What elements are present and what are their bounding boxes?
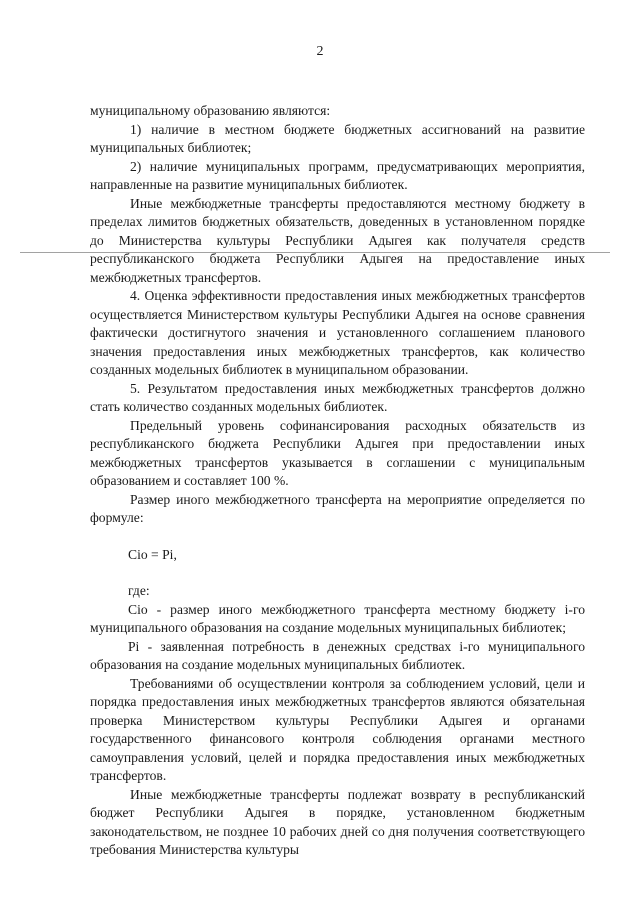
paragraph: муниципальному образованию являются: [90, 103, 331, 118]
document-body [90, 102, 585, 860]
paragraph: Размер иного межбюджетного трансферта на мероприятие определяется по формуле: [90, 491, 585, 525]
paragraph: Предельный уровень софинансирования расходных обязательств из республиканского бюджета Республики Адыгея при предоставлении иных межбюджетных трансфертов указывается в соглашении с муниципальным образованием и составляет 100 %. [90, 417, 585, 488]
paragraph: 2) наличие муниципальных программ, предусматривающих мероприятия, направленные на развитие муниципальных библиотек. [90, 158, 585, 192]
paragraph: 1) наличие в местном бюджете бюджетных ассигнований на развитие муниципальных библиотек; [90, 121, 585, 155]
spacer [90, 528, 585, 546]
spacer [90, 564, 585, 582]
paragraph: Требованиями об осуществлении контроля за соблюдением условий, цели и порядка предоставления иных межбюджетных трансфертов являются обязательная проверка Министерством культуры Республики Адыгея и органами государственного финансового контроля соблюдения органами местного самоуправления условий, целей и порядка предоставления иных межбюджетных трансфертов. [90, 675, 585, 783]
paragraph: 5. Результатом предоставления иных межбюджетных трансфертов должно стать количество созданных модельных библиотек. [90, 380, 585, 414]
paragraph: где: [128, 583, 150, 598]
paragraph: 4. Оценка эффективности предоставления иных межбюджетных трансфертов осуществляется Министерством культуры Республики Адыгея на основе сравнения фактически достигнутого значения и установленного соглашением планового значения предоставления иных межбюджетных трансфертов, как количество созданных модельных библиотек в муниципальном образовании. [90, 288, 585, 377]
paragraph: Сio - размер иного межбюджетного трансферта местному бюджету i-го муниципального образования на создание модельных муниципальных библиотек; [90, 601, 585, 635]
paragraph: Pi - заявленная потребность в денежных средствах i-го муниципального образования на создание модельных муниципальных библиотек. [90, 638, 585, 672]
paragraph: Иные межбюджетные трансферты подлежат возврату в республиканский бюджет Республики Адыгея в порядке, установленном бюджетным законодательством, не позднее 10 рабочих дней со дня получения соответствующего требования Министерства культуры [90, 786, 585, 857]
paragraph: Иные межбюджетные трансферты предоставляются местному бюджету в пределах лимитов бюджетных обязательств, доведенных в установленном порядке до Министерства культуры Республики Адыгея как получателя средств республиканского бюджета Республики Адыгея на предоставление иных межбюджетных трансфертов. [90, 195, 585, 285]
formula: Сio = Pi, [128, 546, 177, 562]
page-number: 2 [316, 44, 324, 59]
